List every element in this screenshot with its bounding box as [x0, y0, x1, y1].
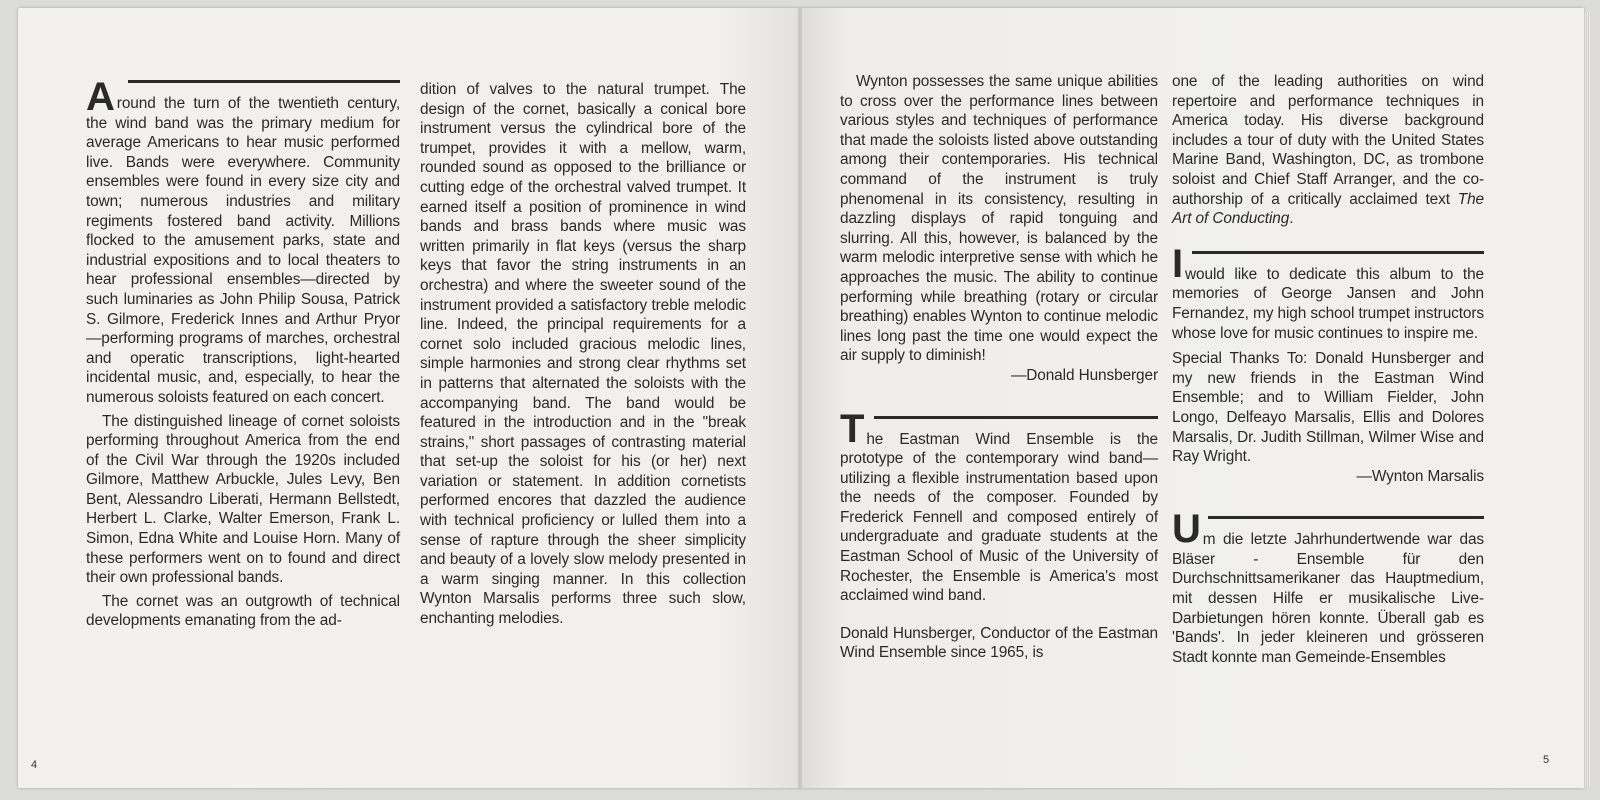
page-gutter: [798, 8, 802, 788]
body-paragraph: round the turn of the twentieth century, the wind band was the primary medium for average Americans to hear music performed live. Bands were everywhere. Community ensembles were found in every size city and town; numerous industries and military regiments fostered band activity. Millions flocked to the amusement parks, state and industrial expositions and to local theaters to hear professional ensembles—directed by such luminaries as John Philip Sousa, Patrick S. Gilmore, Frederick Innes and Arthur Pryor—performing programs of marches, orchestral and operatic transcriptions, light-hearted incidental music, and, especially, to hear the numerous soloists featured on each concert.: [86, 95, 400, 406]
drop-cap: U: [1172, 507, 1201, 552]
body-paragraph: would like to dedicate this album to the memories of George Jansen and John Fernandez, my high school trumpet instructors whose love for music continues to inspire me.: [1172, 265, 1485, 342]
body-paragraph: dition of valves to the natural trumpet. The design of the cornet, basically a conical bore instrument versus the cylindrical bore of the trumpet, provides it with a mellow, warm, rounded sound as opposed to the brilliance or cutting edge of the orchestral valved trumpet. It earned itself a position of prominence in wind bands and brass bands where music was written primarily in flat keys (versus the sharp keys that favor the string instruments in an orchestra) and where the sweeter sound of the instrument provided a satisfactory treble melodic line. Indeed, the principal requirements for a cornet solo included gracious melodic lines, simple harmonies and strong clear rhythms set in patterns that alternated the soloists with the accompanying band. The band would be featured in the introduction and in the "break strains," short passages of contrasting material that set-up the soloist for his (or her) next variation or statement. In addition cornetists performed encores that dazzled the audience with technical proficiency or lulled them into a sense of rapture through the sheer simplicity and beauty of a lovely slow melody presented in a warm singing manner. In this collection Wynton Marsalis performs three such slow, enchanting melodies.: [420, 81, 746, 628]
right-column-2: [1172, 72, 1484, 667]
drop-cap: A: [86, 75, 115, 119]
section-rule: [874, 416, 1158, 419]
body-paragraph: Special Thanks To: Donald Hunsberger and my new friends in the Eastman Wind Ensemble; and to William Fielder, John Longo, Delfeayo Marsalis, Ellis and Dolores Marsalis, Dr. Judith Stillman, Wilmer Wise and Ray Wright.: [1172, 350, 1484, 466]
book-title: The Art of Conducting: [1172, 190, 1484, 228]
right-column-1: [840, 72, 1158, 663]
body-paragraph: The distinguished lineage of cornet soloists performing throughout America from the end of the Civil War through the 1920s included Gilmore, Matthew Arbuckle, Jules Levy, Ben Bent, Alessandro Liberati, Hermann Bellstedt, Herbert L. Clarke, Walter Emerson, Frank L. Simon, Edna White and Louise Horn. Many of these performers went on to found and direct their own professional bands.: [86, 412, 400, 587]
page-edges: [1584, 12, 1590, 786]
left-column-1: [86, 75, 400, 631]
section-opening: [840, 406, 1158, 606]
body-paragraph: he Eastman Wind Ensemble is the prototype of the contemporary wind band—utilizing a flexible instrumentation based upon the needs of the composer. Founded by Frederick Fennell and composed entirely of undergraduate and graduate students at the Eastman School of Music of the University of Rochester, the Ensemble is America's most acclaimed wind band.: [840, 430, 1158, 605]
body-paragraph: m die letzte Jahrhundertwende war das Bläser - Ensemble für den Durchschnittsamerikaner das Hauptmedium, mit dessen Hilfe er musikalische Live-Darbietungen hören konnte. Überall gab es 'Bands'. In jeder kleineren und grösseren Stadt konnte man Gemeinde-Ensembles: [1172, 531, 1484, 666]
signature: —Wynton Marsalis: [1356, 467, 1484, 485]
section-opening: [1172, 241, 1485, 343]
signature: —Donald Hunsberger: [1010, 366, 1158, 384]
drop-cap: I: [1172, 241, 1184, 286]
body-paragraph: one of the leading authorities on wind repertoire and performance techniques in America today. His diverse background includes a tour of duty with the United States Marine Band, Washington, DC, as trombone soloist and Chief Staff Arranger, and the co-authorship of a critically acclaimed text The Art of Conducting.: [1172, 73, 1484, 228]
left-column-2: [420, 80, 746, 629]
page-number: 4: [31, 759, 38, 771]
body-paragraph: The cornet was an outgrowth of technical developments emanating from the ad-: [86, 592, 400, 630]
drop-cap: T: [840, 406, 865, 451]
section-rule: [128, 80, 400, 83]
page-number: 5: [1543, 754, 1550, 766]
section-opening: [86, 75, 400, 408]
section-rule: [1192, 251, 1484, 254]
section-rule: [1208, 516, 1484, 519]
body-paragraph: Donald Hunsberger, Conductor of the Eastman Wind Ensemble since 1965, is: [840, 624, 1158, 662]
section-opening: [1172, 507, 1484, 667]
body-paragraph: Wynton possesses the same unique abilities to cross over the performance lines between various styles and techniques of performance that made the soloists listed above outstanding among their contemporaries. His technical command of the instrument is truly phenomenal in its consistency, resulting in dazzling displays of rapid tonguing and slurring. All this, however, is balanced by the warm melodic interpretive sense with which he approaches the music. The ability to continue performing while breathing (rotary or circular breathing) enables Wynton to continue melodic lines long past the time one would expect the air supply to diminish!: [840, 73, 1158, 365]
